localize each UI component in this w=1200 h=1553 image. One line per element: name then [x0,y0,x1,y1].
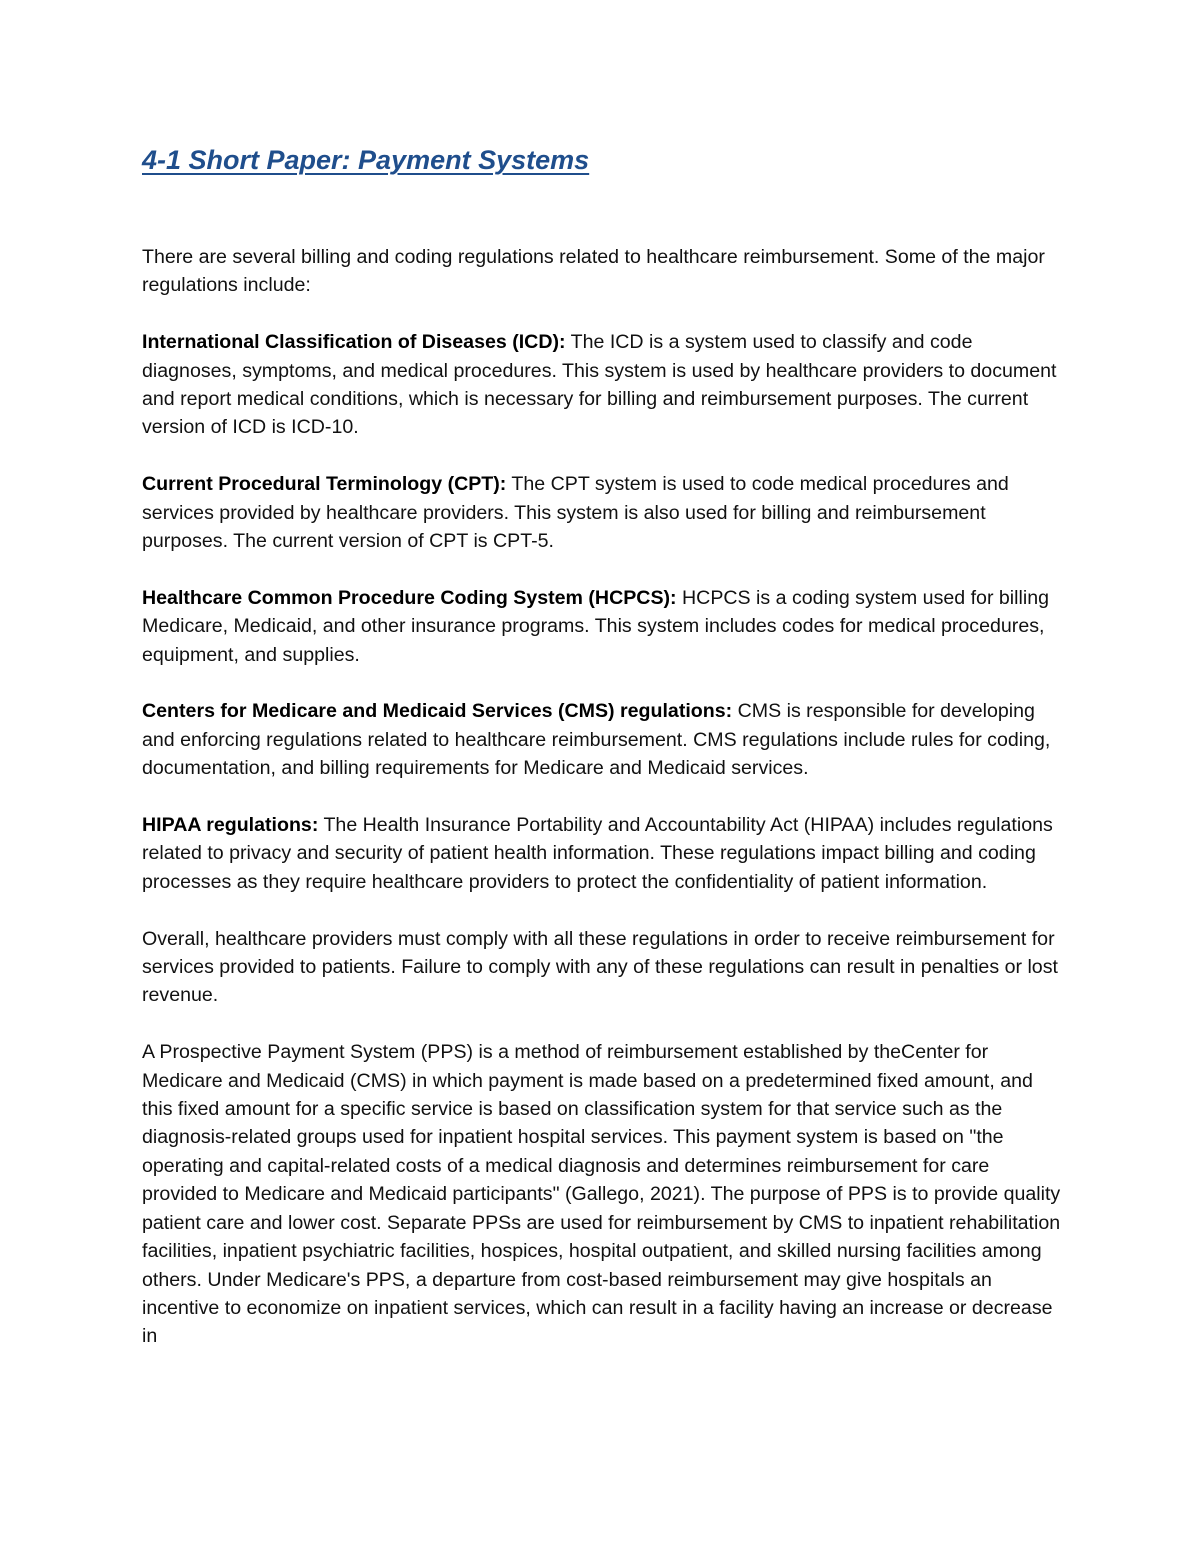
document-body [142,140,1067,1351]
hipaa-term: HIPAA regulations: [142,814,319,837]
hcpcs-paragraph [142,584,1067,669]
cpt-paragraph [142,470,1067,555]
pps-paragraph: A Prospective Payment System (PPS) is a method of reimbursement established by theCenter for Medicare and Medicaid (CMS) in which payment is made based on a predetermined fixed amount, and this fixed amount for a specific service is based on classification system for that service such as the diagnosis-related groups used for inpatient hospital services. This payment system is based on "the operating and capital-related costs of a medical diagnosis and determines reimbursement for care provided to Medicare and Medicaid participants" (Gallego, 2021). The purpose of PPS is to provide quality patient care and lower cost. Separate PPSs are used for reimbursement by CMS to inpatient rehabilitation facilities, inpatient psychiatric facilities, hospices, hospital outpatient, and skilled nursing facilities among others. Under Medicare's PPS, a departure from cost-based reimbursement may give hospitals an incentive to economize on inpatient services, which can result in a facility having an increase or decrease in [142,1041,1061,1348]
page-title: 4-1 Short Paper: Payment Systems [142,145,590,175]
intro-paragraph: There are several billing and coding regulations related to healthcare reimbursement. Some of the major regulations include: [142,246,1045,297]
hipaa-description: The Health Insurance Portability and Accountability Act (HIPAA) includes regulations related to privacy and security of patient health information. These regulations impact billing and coding processes as they require healthcare providers to protect the confidentiality of patient information. [142,814,1053,893]
cms-description: CMS is responsible for developing and enforcing regulations related to healthcare reimbursement. CMS regulations include rules for coding, documentation, and billing requirements for Medicare and Medicaid services. [142,700,1051,780]
icd-paragraph [142,328,1067,442]
icd-description: The ICD is a system used to classify and code diagnoses, symptoms, and medical procedures. This system is used by healthcare providers to document and report medical conditions, which is necessary for billing and reimbursement purposes. The current version of ICD is ICD-10. [142,331,1057,439]
hcpcs-description: HCPCS is a coding system used for billing Medicare, Medicaid, and other insurance programs. This system includes codes for medical procedures, equipment, and supplies. [142,586,1050,666]
hipaa-paragraph [142,811,1067,896]
icd-term: International Classification of Diseases (ICD): [142,331,566,354]
cpt-term: Current Procedural Terminology (CPT): [142,473,507,496]
cpt-description: The CPT system is used to code medical procedures and services provided by healthcare providers. This system is also used for billing and reimbursement purposes. The current version of CPT is CPT-5. [142,473,1009,553]
cms-term: Centers for Medicare and Medicaid Services (CMS) regulations: [142,700,733,723]
cms-paragraph [142,697,1067,782]
hcpcs-term: Healthcare Common Procedure Coding System (HCPCS): [142,586,677,609]
overall-paragraph: Overall, healthcare providers must comply with all these regulations in order to receive reimbursement for services provided to patients. Failure to comply with any of these regulations can result in penalties or lost revenue. [142,927,1058,1007]
